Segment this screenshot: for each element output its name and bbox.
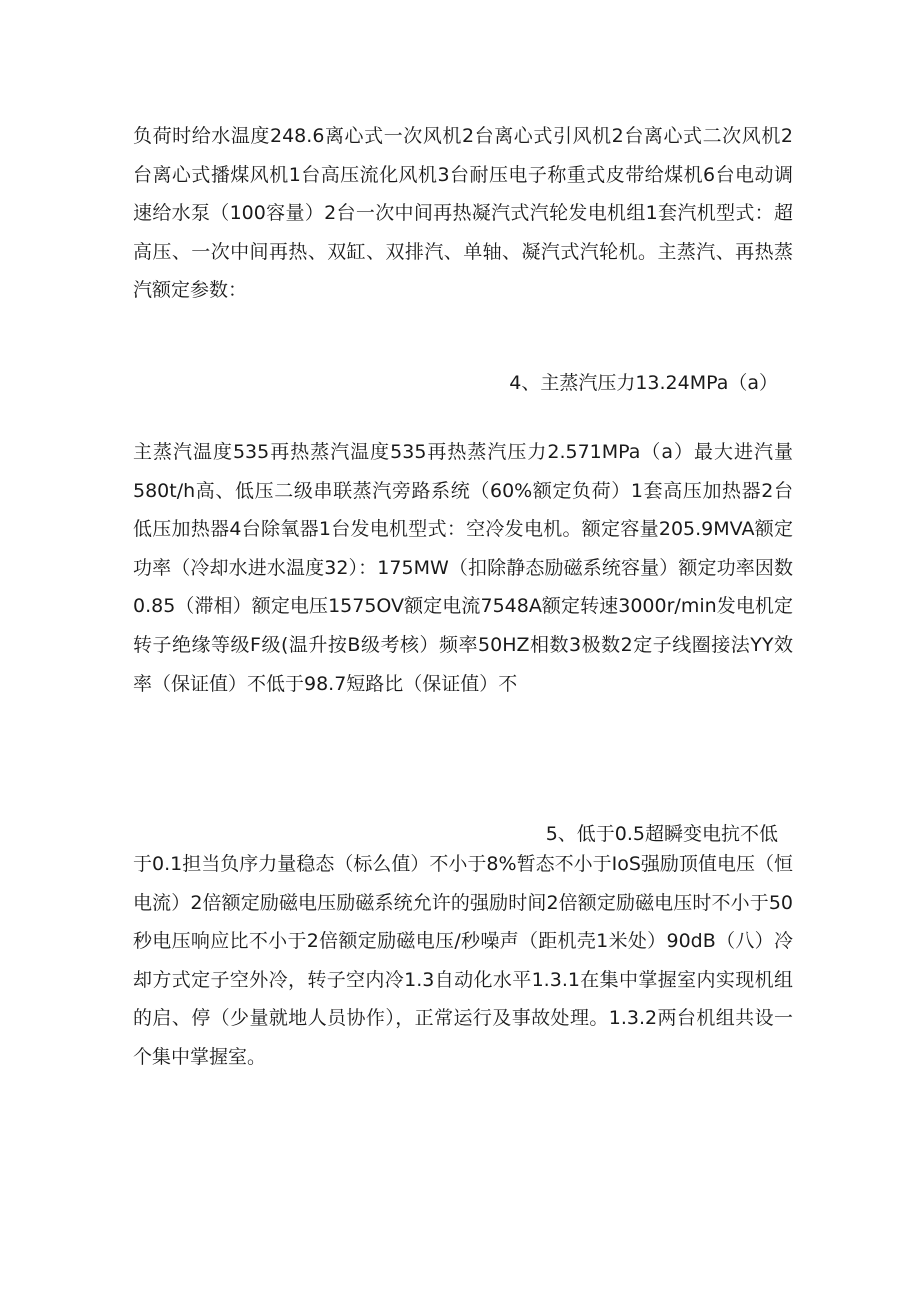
paragraph-generator-specs: 主蒸汽温度535再热蒸汽温度535再热蒸汽压力2.571MPa（a）最大进汽量580t/h高、低压二级串联蒸汽旁路系统（60%额定负荷）1套高压加热器2台低压加热器4台除氧器1台发电机型式：空冷发电机。额定容量205.9MVA额定功率（冷却水进水温度32）：175MW（扣除静态励磁系统容量）额定功率因数0.85（滞相）额定电压1575OV额定电流7548A额定转速3000r/min发电机定转子绝缘等级F级(温升按B级考核）频率50HZ相数3极数2定子线圈接法YY效率（保证值）不低于98.7短路比（保证值）不 — [133, 441, 793, 695]
paragraph-excitation-automation: 于0.1担当负序力量稳态（标么值）不小于8%暂态不小于IoS强励顶值电压（恒电流）2倍额定励磁电压励磁系统允许的强励时间2倍额定励磁电压时不小于50秒电压响应比不小于2倍额定励磁电压/秒噪声（距机壳1米处）90dB（八）冷却方式定子空外冷，转子空内冷1.3自动化水平1.3.1在集中掌握室内实现机组的启、停（少量就地人员协作），正常运行及事故处理。1.3.2两台机组共设一个集中掌握室。 — [133, 853, 793, 1068]
section-5-heading: 5、低于0.5超瞬变电抗不低 — [545, 823, 778, 845]
section-4-heading: 4、主蒸汽压力13.24MPa（a） — [509, 372, 778, 394]
paragraph-equipment-list: 负荷时给水温度248.6离心式一次风机2台离心式引风机2台离心式二次风机2台离心式播煤风机1台高压流化风机3台耐压电子称重式皮带给煤机6台电动调速给水泵（100容量）2台一次中间再热凝汽式汽轮发电机组1套汽机型式：超高压、一次中间再热、双缸、双排汽、单轴、凝汽式汽轮机。主蒸汽、再热蒸汽额定参数： — [133, 125, 793, 302]
